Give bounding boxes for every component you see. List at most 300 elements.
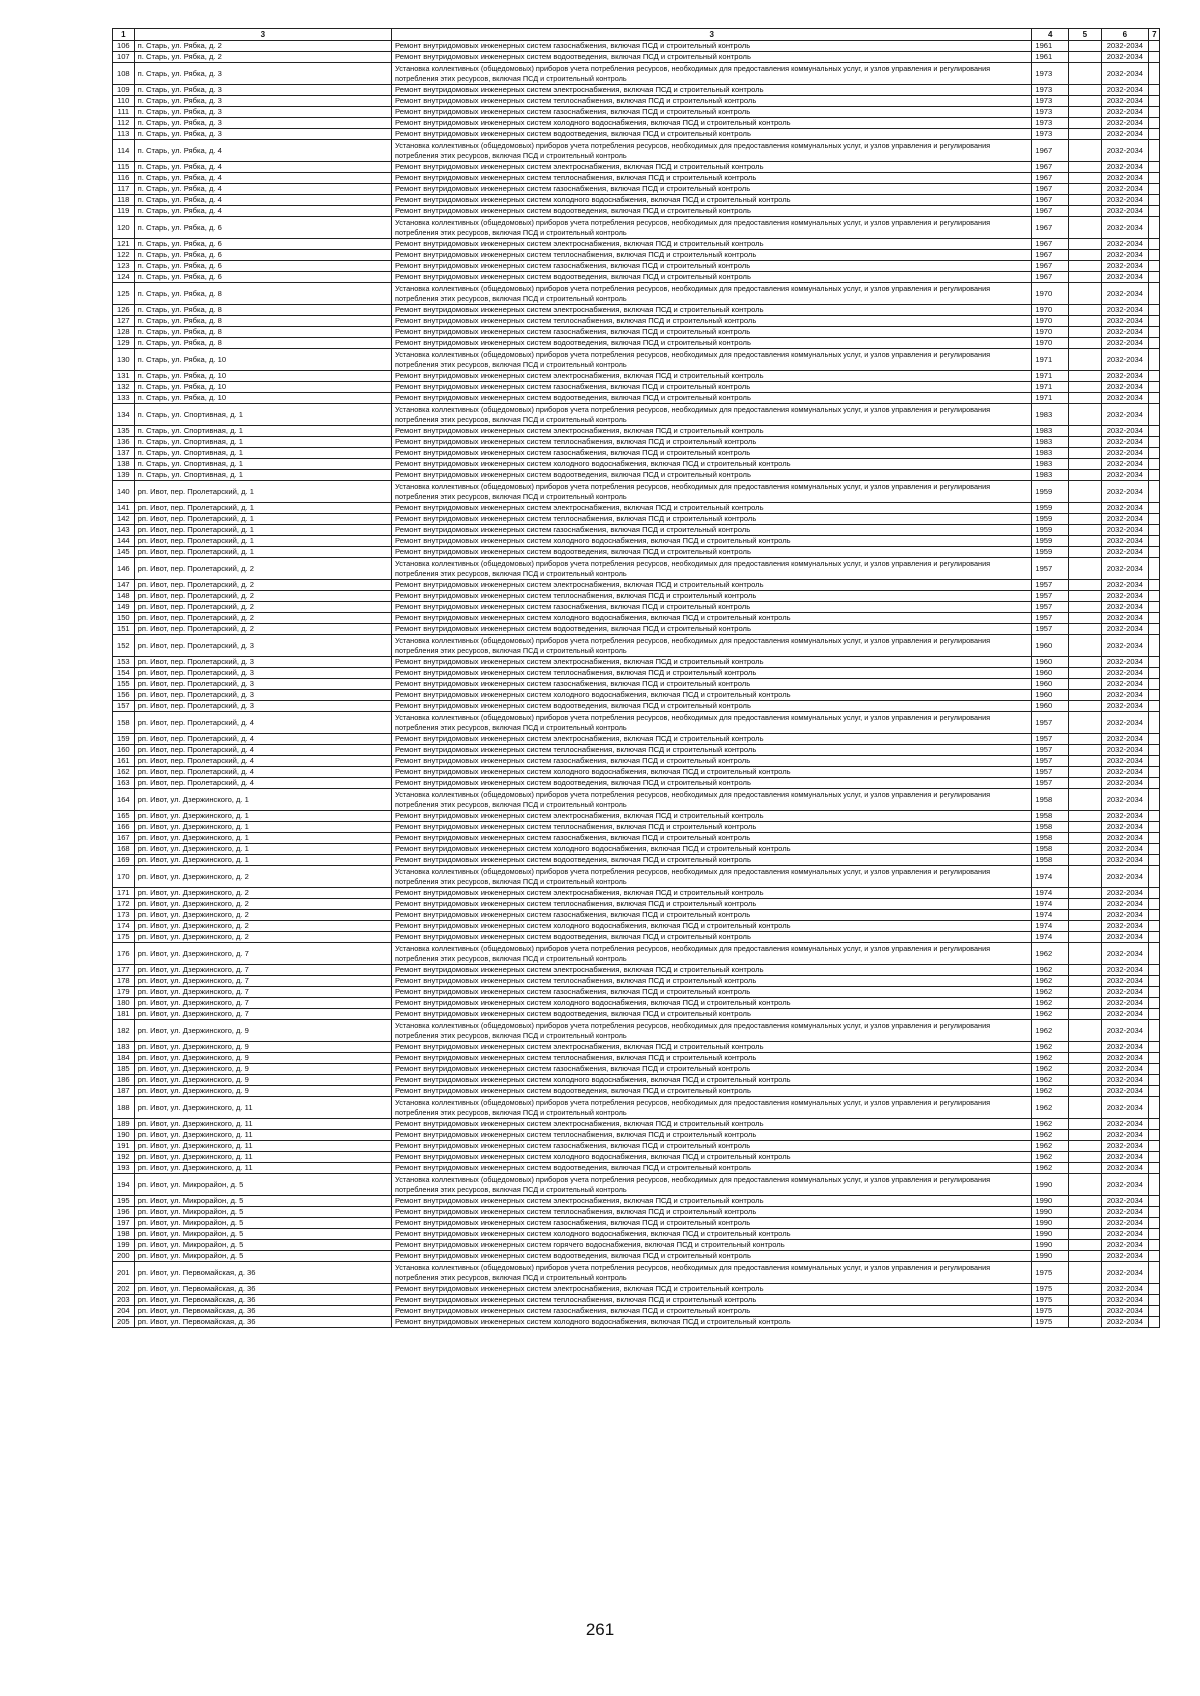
row-number: 132	[113, 382, 135, 393]
address-cell: рп. Ивот, ул. Дзержинского, д. 7	[134, 998, 391, 1009]
empty-cell	[1069, 756, 1101, 767]
table-row	[113, 657, 1160, 668]
empty-cell	[1069, 899, 1101, 910]
work-type-cell: Ремонт внутридомовых инженерных систем газоснабжения, включая ПСД и строительный контроль	[392, 602, 1032, 613]
empty-cell	[1069, 580, 1101, 591]
work-type-cell: Ремонт внутридомовых инженерных систем теплоснабжения, включая ПСД и строительный контроль	[392, 1053, 1032, 1064]
period-cell: 2032-2034	[1101, 888, 1149, 899]
table-row	[113, 217, 1160, 239]
row-number: 148	[113, 591, 135, 602]
period-cell: 2032-2034	[1101, 1163, 1149, 1174]
table-row	[113, 1130, 1160, 1141]
address-cell: рп. Ивот, ул. Дзержинского, д. 2	[134, 888, 391, 899]
year-cell: 1990	[1032, 1251, 1069, 1262]
table-row	[113, 327, 1160, 338]
empty-cell	[1069, 1097, 1101, 1119]
empty-cell	[1069, 1152, 1101, 1163]
address-cell: рп. Ивот, ул. Дзержинского, д. 9	[134, 1042, 391, 1053]
address-cell: рп. Ивот, пер. Пролетарский, д. 2	[134, 580, 391, 591]
row-number: 201	[113, 1262, 135, 1284]
table-row	[113, 404, 1160, 426]
address-cell: п. Старь, ул. Спортивная, д. 1	[134, 459, 391, 470]
year-cell: 1975	[1032, 1295, 1069, 1306]
row-number: 202	[113, 1284, 135, 1295]
address-cell: п. Старь, ул. Спортивная, д. 1	[134, 404, 391, 426]
address-cell: рп. Ивот, пер. Пролетарский, д. 2	[134, 602, 391, 613]
table-row	[113, 910, 1160, 921]
empty-cell	[1069, 459, 1101, 470]
header-col-5: 5	[1069, 29, 1101, 41]
work-type-cell: Ремонт внутридомовых инженерных систем водоотведения, включая ПСД и строительный контроль	[392, 778, 1032, 789]
empty-cell	[1069, 1086, 1101, 1097]
period-cell: 2032-2034	[1101, 327, 1149, 338]
empty-cell	[1149, 1196, 1160, 1207]
work-type-cell: Установка коллективных (общедомовых) приборов учета потребления ресурсов, необходимых для предоставления коммунальных услуг, и узлов управления и регулирования потребления этих ресурсов, включая ПСД и строительный контроль	[392, 63, 1032, 85]
header-col-1: 1	[113, 29, 135, 41]
empty-cell	[1069, 1218, 1101, 1229]
period-cell: 2032-2034	[1101, 129, 1149, 140]
year-cell: 1967	[1032, 195, 1069, 206]
empty-cell	[1069, 63, 1101, 85]
period-cell: 2032-2034	[1101, 1251, 1149, 1262]
work-type-cell: Установка коллективных (общедомовых) приборов учета потребления ресурсов, необходимых для предоставления коммунальных услуг, и узлов управления и регулирования потребления этих ресурсов, включая ПСД и строительный контроль	[392, 1262, 1032, 1284]
empty-cell	[1149, 987, 1160, 998]
empty-cell	[1149, 129, 1160, 140]
period-cell: 2032-2034	[1101, 52, 1149, 63]
work-type-cell: Ремонт внутридомовых инженерных систем водоотведения, включая ПСД и строительный контроль	[392, 1009, 1032, 1020]
period-cell: 2032-2034	[1101, 734, 1149, 745]
empty-cell	[1149, 998, 1160, 1009]
address-cell: рп. Ивот, ул. Дзержинского, д. 11	[134, 1163, 391, 1174]
year-cell: 1960	[1032, 690, 1069, 701]
row-number: 138	[113, 459, 135, 470]
period-cell: 2032-2034	[1101, 96, 1149, 107]
address-cell: рп. Ивот, пер. Пролетарский, д. 2	[134, 591, 391, 602]
period-cell: 2032-2034	[1101, 668, 1149, 679]
empty-cell	[1069, 591, 1101, 602]
work-type-cell: Ремонт внутридомовых инженерных систем электроснабжения, включая ПСД и строительный контроль	[392, 657, 1032, 668]
year-cell: 1974	[1032, 888, 1069, 899]
work-type-cell: Ремонт внутридомовых инженерных систем газоснабжения, включая ПСД и строительный контроль	[392, 1218, 1032, 1229]
period-cell: 2032-2034	[1101, 1130, 1149, 1141]
empty-cell	[1069, 987, 1101, 998]
row-number: 196	[113, 1207, 135, 1218]
year-cell: 1962	[1032, 965, 1069, 976]
empty-cell	[1069, 41, 1101, 52]
empty-cell	[1149, 272, 1160, 283]
table-row	[113, 239, 1160, 250]
table-row	[113, 591, 1160, 602]
table-row	[113, 371, 1160, 382]
empty-cell	[1069, 822, 1101, 833]
row-number: 182	[113, 1020, 135, 1042]
empty-cell	[1069, 261, 1101, 272]
year-cell: 1983	[1032, 459, 1069, 470]
address-cell: рп. Ивот, ул. Микрорайон, д. 5	[134, 1174, 391, 1196]
row-number: 131	[113, 371, 135, 382]
row-number: 178	[113, 976, 135, 987]
empty-cell	[1069, 448, 1101, 459]
work-type-cell: Ремонт внутридомовых инженерных систем водоотведения, включая ПСД и строительный контроль	[392, 338, 1032, 349]
address-cell: рп. Ивот, ул. Дзержинского, д. 9	[134, 1086, 391, 1097]
year-cell: 1962	[1032, 1075, 1069, 1086]
work-type-cell: Ремонт внутридомовых инженерных систем холодного водоснабжения, включая ПСД и строительный контроль	[392, 1317, 1032, 1328]
work-type-cell: Ремонт внутридомовых инженерных систем газоснабжения, включая ПСД и строительный контроль	[392, 987, 1032, 998]
period-cell: 2032-2034	[1101, 778, 1149, 789]
row-number: 142	[113, 514, 135, 525]
year-cell: 1971	[1032, 371, 1069, 382]
row-number: 127	[113, 316, 135, 327]
address-cell: п. Старь, ул. Рябка, д. 2	[134, 52, 391, 63]
empty-cell	[1149, 591, 1160, 602]
row-number: 107	[113, 52, 135, 63]
empty-cell	[1149, 459, 1160, 470]
address-cell: рп. Ивот, ул. Дзержинского, д. 1	[134, 833, 391, 844]
period-cell: 2032-2034	[1101, 921, 1149, 932]
address-cell: рп. Ивот, пер. Пролетарский, д. 4	[134, 745, 391, 756]
empty-cell	[1069, 305, 1101, 316]
period-cell: 2032-2034	[1101, 943, 1149, 965]
work-type-cell: Ремонт внутридомовых инженерных систем газоснабжения, включая ПСД и строительный контроль	[392, 833, 1032, 844]
work-type-cell: Установка коллективных (общедомовых) приборов учета потребления ресурсов, необходимых для предоставления коммунальных услуг, и узлов управления и регулирования потребления этих ресурсов, включая ПСД и строительный контроль	[392, 140, 1032, 162]
table-row	[113, 547, 1160, 558]
table-row	[113, 558, 1160, 580]
empty-cell	[1149, 668, 1160, 679]
period-cell: 2032-2034	[1101, 393, 1149, 404]
row-number: 165	[113, 811, 135, 822]
empty-cell	[1069, 96, 1101, 107]
period-cell: 2032-2034	[1101, 1152, 1149, 1163]
table-row	[113, 1240, 1160, 1251]
period-cell: 2032-2034	[1101, 426, 1149, 437]
year-cell: 1961	[1032, 41, 1069, 52]
row-number: 133	[113, 393, 135, 404]
row-number: 113	[113, 129, 135, 140]
address-cell: п. Старь, ул. Рябка, д. 8	[134, 283, 391, 305]
empty-cell	[1069, 107, 1101, 118]
empty-cell	[1069, 1207, 1101, 1218]
period-cell: 2032-2034	[1101, 976, 1149, 987]
empty-cell	[1149, 1262, 1160, 1284]
empty-cell	[1149, 855, 1160, 866]
work-type-cell: Ремонт внутридомовых инженерных систем электроснабжения, включая ПСД и строительный контроль	[392, 503, 1032, 514]
empty-cell	[1069, 283, 1101, 305]
year-cell: 1958	[1032, 811, 1069, 822]
empty-cell	[1069, 173, 1101, 184]
row-number: 194	[113, 1174, 135, 1196]
empty-cell	[1069, 1284, 1101, 1295]
work-type-cell: Ремонт внутридомовых инженерных систем теплоснабжения, включая ПСД и строительный контроль	[392, 976, 1032, 987]
work-type-cell: Установка коллективных (общедомовых) приборов учета потребления ресурсов, необходимых для предоставления коммунальных услуг, и узлов управления и регулирования потребления этих ресурсов, включая ПСД и строительный контроль	[392, 558, 1032, 580]
work-type-cell: Ремонт внутридомовых инженерных систем холодного водоснабжения, включая ПСД и строительный контроль	[392, 998, 1032, 1009]
year-cell: 1973	[1032, 129, 1069, 140]
empty-cell	[1069, 635, 1101, 657]
empty-cell	[1149, 41, 1160, 52]
year-cell: 1957	[1032, 558, 1069, 580]
address-cell: рп. Ивот, ул. Дзержинского, д. 9	[134, 1053, 391, 1064]
period-cell: 2032-2034	[1101, 536, 1149, 547]
empty-cell	[1149, 1075, 1160, 1086]
work-type-cell: Ремонт внутридомовых инженерных систем водоотведения, включая ПСД и строительный контроль	[392, 272, 1032, 283]
work-type-cell: Ремонт внутридомовых инженерных систем газоснабжения, включая ПСД и строительный контроль	[392, 327, 1032, 338]
work-type-cell: Ремонт внутридомовых инженерных систем электроснабжения, включая ПСД и строительный контроль	[392, 580, 1032, 591]
empty-cell	[1149, 613, 1160, 624]
address-cell: рп. Ивот, ул. Дзержинского, д. 7	[134, 943, 391, 965]
period-cell: 2032-2034	[1101, 217, 1149, 239]
row-number: 151	[113, 624, 135, 635]
row-number: 112	[113, 118, 135, 129]
empty-cell	[1069, 602, 1101, 613]
year-cell: 1962	[1032, 1009, 1069, 1020]
empty-cell	[1149, 965, 1160, 976]
work-type-cell: Ремонт внутридомовых инженерных систем холодного водоснабжения, включая ПСД и строительный контроль	[392, 921, 1032, 932]
address-cell: п. Старь, ул. Рябка, д. 10	[134, 371, 391, 382]
empty-cell	[1069, 613, 1101, 624]
empty-cell	[1069, 1262, 1101, 1284]
empty-cell	[1149, 481, 1160, 503]
row-number: 121	[113, 239, 135, 250]
table-row	[113, 1141, 1160, 1152]
row-number: 122	[113, 250, 135, 261]
row-number: 166	[113, 822, 135, 833]
period-cell: 2032-2034	[1101, 789, 1149, 811]
address-cell: рп. Ивот, ул. Дзержинского, д. 2	[134, 899, 391, 910]
empty-cell	[1069, 525, 1101, 536]
period-cell: 2032-2034	[1101, 272, 1149, 283]
work-type-cell: Ремонт внутридомовых инженерных систем газоснабжения, включая ПСД и строительный контроль	[392, 756, 1032, 767]
period-cell: 2032-2034	[1101, 756, 1149, 767]
period-cell: 2032-2034	[1101, 404, 1149, 426]
empty-cell	[1069, 1119, 1101, 1130]
year-cell: 1990	[1032, 1229, 1069, 1240]
empty-cell	[1149, 1229, 1160, 1240]
row-number: 147	[113, 580, 135, 591]
empty-cell	[1069, 1295, 1101, 1306]
table-row	[113, 1097, 1160, 1119]
work-type-cell: Ремонт внутридомовых инженерных систем теплоснабжения, включая ПСД и строительный контроль	[392, 745, 1032, 756]
table-row	[113, 943, 1160, 965]
table-row	[113, 426, 1160, 437]
address-cell: п. Старь, ул. Рябка, д. 8	[134, 305, 391, 316]
address-cell: п. Старь, ул. Рябка, д. 8	[134, 327, 391, 338]
period-cell: 2032-2034	[1101, 514, 1149, 525]
address-cell: рп. Ивот, ул. Дзержинского, д. 11	[134, 1119, 391, 1130]
empty-cell	[1149, 1130, 1160, 1141]
work-type-cell: Ремонт внутридомовых инженерных систем газоснабжения, включая ПСД и строительный контроль	[392, 41, 1032, 52]
address-cell: п. Старь, ул. Рябка, д. 8	[134, 338, 391, 349]
year-cell: 1962	[1032, 1020, 1069, 1042]
address-cell: п. Старь, ул. Рябка, д. 6	[134, 261, 391, 272]
table-row	[113, 118, 1160, 129]
period-cell: 2032-2034	[1101, 1053, 1149, 1064]
empty-cell	[1069, 943, 1101, 965]
table-row	[113, 305, 1160, 316]
table-row	[113, 987, 1160, 998]
address-cell: рп. Ивот, пер. Пролетарский, д. 3	[134, 657, 391, 668]
year-cell: 1962	[1032, 1119, 1069, 1130]
period-cell: 2032-2034	[1101, 481, 1149, 503]
empty-cell	[1069, 1064, 1101, 1075]
work-type-cell: Установка коллективных (общедомовых) приборов учета потребления ресурсов, необходимых для предоставления коммунальных услуг, и узлов управления и регулирования потребления этих ресурсов, включая ПСД и строительный контроль	[392, 789, 1032, 811]
period-cell: 2032-2034	[1101, 162, 1149, 173]
address-cell: рп. Ивот, ул. Дзержинского, д. 7	[134, 987, 391, 998]
row-number: 159	[113, 734, 135, 745]
work-type-cell: Ремонт внутридомовых инженерных систем водоотведения, включая ПСД и строительный контроль	[392, 624, 1032, 635]
address-cell: рп. Ивот, пер. Пролетарский, д. 1	[134, 525, 391, 536]
empty-cell	[1069, 811, 1101, 822]
address-cell: п. Старь, ул. Рябка, д. 6	[134, 239, 391, 250]
period-cell: 2032-2034	[1101, 1119, 1149, 1130]
year-cell: 1975	[1032, 1284, 1069, 1295]
address-cell: рп. Ивот, пер. Пролетарский, д. 3	[134, 679, 391, 690]
year-cell: 1967	[1032, 239, 1069, 250]
table-row	[113, 96, 1160, 107]
empty-cell	[1149, 349, 1160, 371]
table-row	[113, 1086, 1160, 1097]
table-row	[113, 338, 1160, 349]
year-cell: 1962	[1032, 1042, 1069, 1053]
row-number: 110	[113, 96, 135, 107]
row-number: 150	[113, 613, 135, 624]
empty-cell	[1069, 965, 1101, 976]
empty-cell	[1149, 1163, 1160, 1174]
work-type-cell: Ремонт внутридомовых инженерных систем теплоснабжения, включая ПСД и строительный контроль	[392, 250, 1032, 261]
empty-cell	[1149, 283, 1160, 305]
work-type-cell: Ремонт внутридомовых инженерных систем газоснабжения, включая ПСД и строительный контроль	[392, 184, 1032, 195]
empty-cell	[1069, 833, 1101, 844]
address-cell: п. Старь, ул. Рябка, д. 3	[134, 107, 391, 118]
row-number: 139	[113, 470, 135, 481]
empty-cell	[1069, 272, 1101, 283]
table-row	[113, 316, 1160, 327]
work-type-cell: Ремонт внутридомовых инженерных систем теплоснабжения, включая ПСД и строительный контроль	[392, 437, 1032, 448]
empty-cell	[1149, 547, 1160, 558]
table-row	[113, 1064, 1160, 1075]
period-cell: 2032-2034	[1101, 470, 1149, 481]
period-cell: 2032-2034	[1101, 701, 1149, 712]
empty-cell	[1069, 338, 1101, 349]
work-type-cell: Ремонт внутридомовых инженерных систем электроснабжения, включая ПСД и строительный контроль	[392, 85, 1032, 96]
work-type-cell: Ремонт внутридомовых инженерных систем холодного водоснабжения, включая ПСД и строительный контроль	[392, 1075, 1032, 1086]
work-type-cell: Ремонт внутридомовых инженерных систем газоснабжения, включая ПСД и строительный контроль	[392, 525, 1032, 536]
period-cell: 2032-2034	[1101, 1009, 1149, 1020]
table-row	[113, 448, 1160, 459]
table-row	[113, 635, 1160, 657]
table-row	[113, 184, 1160, 195]
period-cell: 2032-2034	[1101, 690, 1149, 701]
period-cell: 2032-2034	[1101, 965, 1149, 976]
year-cell: 1973	[1032, 118, 1069, 129]
works-table	[112, 28, 1160, 1328]
empty-cell	[1149, 789, 1160, 811]
address-cell: п. Старь, ул. Рябка, д. 3	[134, 63, 391, 85]
empty-cell	[1069, 789, 1101, 811]
period-cell: 2032-2034	[1101, 624, 1149, 635]
year-cell: 1974	[1032, 910, 1069, 921]
table-row	[113, 107, 1160, 118]
year-cell: 1962	[1032, 943, 1069, 965]
empty-cell	[1149, 338, 1160, 349]
table-row	[113, 393, 1160, 404]
table-row	[113, 1020, 1160, 1042]
table-row	[113, 261, 1160, 272]
address-cell: рп. Ивот, ул. Дзержинского, д. 11	[134, 1152, 391, 1163]
row-number: 134	[113, 404, 135, 426]
year-cell: 1957	[1032, 624, 1069, 635]
table-row	[113, 1207, 1160, 1218]
empty-cell	[1069, 921, 1101, 932]
work-type-cell: Ремонт внутридомовых инженерных систем теплоснабжения, включая ПСД и строительный контроль	[392, 668, 1032, 679]
empty-cell	[1069, 140, 1101, 162]
row-number: 154	[113, 668, 135, 679]
year-cell: 1970	[1032, 283, 1069, 305]
row-number: 200	[113, 1251, 135, 1262]
period-cell: 2032-2034	[1101, 338, 1149, 349]
table-row	[113, 1229, 1160, 1240]
empty-cell	[1069, 426, 1101, 437]
table-row	[113, 514, 1160, 525]
row-number: 193	[113, 1163, 135, 1174]
address-cell: п. Старь, ул. Спортивная, д. 1	[134, 448, 391, 459]
address-cell: п. Старь, ул. Рябка, д. 2	[134, 41, 391, 52]
period-cell: 2032-2034	[1101, 580, 1149, 591]
address-cell: рп. Ивот, ул. Первомайская, д. 36	[134, 1295, 391, 1306]
address-cell: рп. Ивот, ул. Микрорайон, д. 5	[134, 1251, 391, 1262]
table-row	[113, 206, 1160, 217]
year-cell: 1962	[1032, 987, 1069, 998]
table-row	[113, 52, 1160, 63]
empty-cell	[1149, 1317, 1160, 1328]
period-cell: 2032-2034	[1101, 437, 1149, 448]
empty-cell	[1149, 250, 1160, 261]
period-cell: 2032-2034	[1101, 459, 1149, 470]
row-number: 128	[113, 327, 135, 338]
work-type-cell: Ремонт внутридомовых инженерных систем водоотведения, включая ПСД и строительный контроль	[392, 855, 1032, 866]
row-number: 145	[113, 547, 135, 558]
year-cell: 1967	[1032, 206, 1069, 217]
work-type-cell: Ремонт внутридомовых инженерных систем горячего водоснабжения, включая ПСД и строительный контроль	[392, 1240, 1032, 1251]
year-cell: 1970	[1032, 305, 1069, 316]
table-row	[113, 965, 1160, 976]
empty-cell	[1069, 657, 1101, 668]
empty-cell	[1069, 129, 1101, 140]
work-type-cell: Ремонт внутридомовых инженерных систем теплоснабжения, включая ПСД и строительный контроль	[392, 96, 1032, 107]
table-row	[113, 382, 1160, 393]
empty-cell	[1069, 734, 1101, 745]
empty-cell	[1069, 514, 1101, 525]
empty-cell	[1149, 1042, 1160, 1053]
year-cell: 1983	[1032, 470, 1069, 481]
table-row	[113, 899, 1160, 910]
year-cell: 1970	[1032, 327, 1069, 338]
empty-cell	[1149, 635, 1160, 657]
empty-cell	[1149, 1086, 1160, 1097]
period-cell: 2032-2034	[1101, 261, 1149, 272]
empty-cell	[1149, 1207, 1160, 1218]
year-cell: 1962	[1032, 998, 1069, 1009]
year-cell: 1957	[1032, 591, 1069, 602]
table-row	[113, 1251, 1160, 1262]
table-row	[113, 668, 1160, 679]
row-number: 155	[113, 679, 135, 690]
period-cell: 2032-2034	[1101, 998, 1149, 1009]
row-number: 115	[113, 162, 135, 173]
address-cell: рп. Ивот, ул. Дзержинского, д. 2	[134, 932, 391, 943]
row-number: 141	[113, 503, 135, 514]
period-cell: 2032-2034	[1101, 1262, 1149, 1284]
empty-cell	[1149, 261, 1160, 272]
address-cell: рп. Ивот, ул. Первомайская, д. 36	[134, 1284, 391, 1295]
